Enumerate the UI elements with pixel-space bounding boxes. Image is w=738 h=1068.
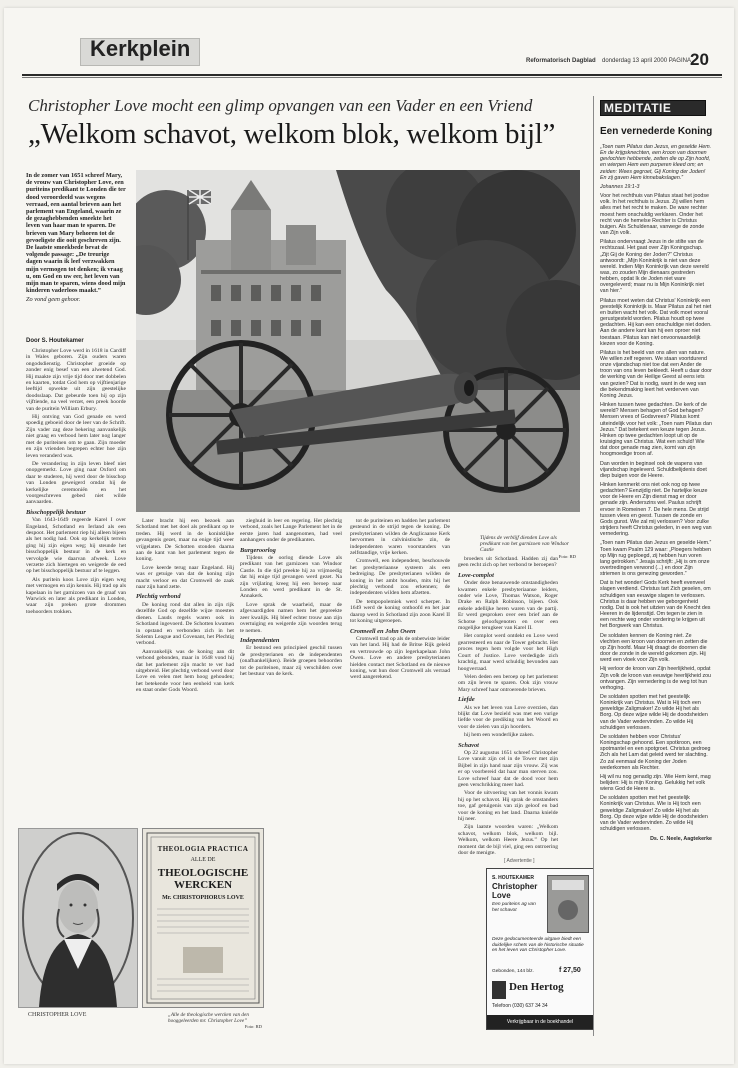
article-column-4 — [350, 518, 450, 1028]
meditatie-paragraph: „Toen nam Pilatus dan Jezus en geselde Hem.” Toen kwam Psalm 129 waar: „Ploegers hebben op Mijn rug geploegd, zij hebben hun voren lang getrokken.” Jesaja schrijft: „Hij is om onze overtredingen verwond (...) en door Zijn striemen is ons genezing geworden.” — [600, 540, 712, 578]
column-divider — [593, 96, 594, 1036]
ad-price-label: Gebonden, 144 blz. — [492, 969, 534, 974]
body-paragraph: Als puritein koos Love zijn eigen weg met vermogen en zijn kennis. Hij trad op als kapelaan in het garnizoen van de graaf van Warwick en later als predikant in Londen, waar zijn preken grote drommen toehoorders trokken. — [26, 576, 126, 615]
body-paragraph: Tijdens de oorlog diende Love als predikant van het garnizoen van Windsor Castle. In die tijd preekte hij zo vrijmoedig dat hij enige tijd gevangen werd gezet. Na zijn vrijlating kreeg hij een beroep naar Londen en werd predikant in de St. Annakerk. — [240, 555, 342, 600]
body-paragraph: Cromwell, een independent, beschouwde het presbyteriaanse systeem als een bedreiging. De presbyterianen wilden de koning in het ambt houden, mits hij het plechtig verbond zou erkennen; de independenten wilden hem afzetten. — [350, 558, 450, 597]
meditatie-paragraph: Hinken tussen twee gedachten. De kerk of de wereld? Mensen behagen of God behagen? Mensen vrees of Godsvrees? Pilatus komt uiteindelijk voor het volk: „Toen nam Pilatus dan Jezus.” Dat betekent een keuze tegen Jezus. Hinken op twee gedachten loopt uit op de kruisiging van Christus. Wat een schuld! Wie dat door genade mag zien, komt van zijn hoogmoedige troon af. — [600, 402, 712, 458]
meditatie-quote: „Toen nam Pilatus dan Jezus, en geselde Hem. En de krijgsknechten, een kroon van doornen gevlochten hebbende, zetten die op Zijn hoofd, en wierpen Hem een purperen kleed om; en zeiden: Wees gegroet, Gij Koning der Joden! En zij gaven Hem kinnebakslagen.” — [600, 144, 712, 181]
article-column-5 — [458, 556, 558, 856]
section-heading: Cromwell en John Owen — [350, 627, 416, 635]
newspaper-page — [4, 8, 734, 1064]
book-ornament — [143, 829, 263, 1007]
meditatie-tag-text: MEDITATIE — [604, 101, 672, 115]
meditatie-reference: Johannes 19:1-3 — [600, 183, 640, 190]
meditatie-paragraph: Dat is het wonder! Gods Kerk heeft evenveel slagen verdiend. Christus tart Zich geselen, om schuldigen van eeuwige slagen te verlossen. Christus is daar hebben we geborgenheid nodig. Dat is ook het uitzien van de Knecht des Heeren in de lijdenstijd. Om tegen te zien in een rechte weg onder vordering te krijgen uit het Borgwerk van Christus. — [600, 580, 711, 630]
column-1-content — [26, 348, 126, 615]
body-paragraph: tot de puriteinen en hadden het parlement gesteund in de strijd tegen de koning. De presbyterianen wilden de Anglicaanse Kerk hervormen in calvinistische zin, de independenten waren voorstanders van zelfstandige, vrije kerken. — [350, 518, 450, 557]
meditatie-paragraph: De soldaten spotten met het geestelijk Koninkrijk van Christus. Wat is Hij toch een geweldige Zaligmaker! Zo wilde Hij het als Borg. Op deze wijze wilde Hij de doodsheiden van de Vader wedervinden. Zo wilde Hij schuldigen verlossen. — [600, 693, 708, 731]
meditatie-paragraph: Voor het rechthuis van Pilatus staat het joodse volk. In het rechthuis is Jezus. Zij willen hem alles met het recht te maken. De ware rechter moest hem onschuldig verklaren. Onder het recht van de hemelse Rechter is Christus buigen. Als Schuldenaar, vanwege de zonde van Zijn volk. — [600, 193, 709, 237]
page-number: 20 — [690, 50, 709, 69]
body-paragraph: Later bracht hij een bezoek aan Schotland met het doel als predikant op te treden. Hij werd in de koninklijke gevangenis gezet, maar na enige tijd weer vrijgelaten. De Schotten stonden daarna aan de kant van het parlement tegen de koning. — [136, 518, 234, 563]
meditatie-signature: Ds. C. Neele, Aagtekerke — [650, 836, 712, 843]
ad-title: Christopher Love — [492, 882, 538, 900]
meditatie-paragraph: Hij wil nu nog genadig zijn. Wie Hem kent, mag belijden: Hij is mijn Koning. Gelukkig het volk wiens God de Heere is. — [600, 773, 711, 793]
book-caption — [168, 1012, 262, 1030]
photo-credit: Foto: RD — [558, 553, 576, 559]
body-paragraph: Cromwell trad op als de onbetwiste leider van het land. Hij had de Britse Rijk geleid en vertrouwde op zijn legerkapelaan John Owen. Love en andere presbyterianen hielden contact met Schotland en de nieuwe koning, wat hun door Cromwell als verraad werd aangerekend. — [350, 635, 450, 681]
section-heading: Schavot — [458, 741, 479, 749]
column-4-content — [350, 518, 450, 681]
issue-date: donderdag 13 april 2000 PAGINA — [602, 58, 691, 64]
ad-availability: Verkrijgbaar in de boekhandel — [487, 1015, 593, 1029]
body-paragraph: De tempopolemiek werd scherper. In 1649 werd de koning onthoofd en het jaar daarop werd in Schotland zijn zoon Karel II tot koning uitgeroepen. — [350, 598, 450, 625]
paper-name: Reformatorisch Dagblad — [526, 58, 596, 64]
body-paragraph: De koning rond dat allen in zijn rijk dezelfde God op dezelfde wijze moesten dienen. Lauds regels waren ook in Schotland ingevoerd. De Schotten kwamen in opstand en verbonden zich in het Solemn League and Covenant, het Plechtig verbond. — [136, 601, 234, 647]
meditatie-paragraph: De soldaten kennen de Koning niet. Ze vlechten een kroon van doornen en zetten die op Zijn hoofd. Maar Hij draagt de doornen die door de zonde in de wereld gekomen zijn. Hij werd een vloek voor Zijn volk. — [600, 632, 708, 664]
header-rule-thin — [22, 77, 722, 78]
body-paragraph: Love sprak de waarheid, maar de afgevaardigden namen hem het gepreekte zeer kwalijk. Hij bleef echter trouw aan zijn overtuiging en weigerde zijn woorden terug te nemen. — [240, 601, 342, 634]
book-caption-text: „Alle de theologische wercken van den hooggeleerden mr. Christopher Love” — [168, 1012, 249, 1024]
section-heading: Plechtig verbond — [136, 593, 181, 601]
portrait-illustration — [19, 829, 137, 1007]
section-heading: Liefde — [458, 696, 475, 704]
body-paragraph: Als we het leven van Love overzien, dan blijkt dat Love bezield was met een vurige liefde voor de prediking van het Woord en voor de zielen van zijn hoorders. — [458, 704, 558, 730]
body-paragraph: Op 22 augustus 1651 schreef Christopher Love vanuit zijn cel in de Tower met zijn Bijbel in zijn hand naar zijn vrouw. Zij was er op voorbereid dat haar man sterven zou. Love schreef haar dat de dood voor hem geen verschrikking meer had. — [458, 749, 558, 788]
book-cover-icon — [548, 876, 588, 932]
meditatie-paragraph: De soldaten spotten met het geestelijk Koninkrijk van Christus. Wie is Hij toch een geweldige Zaligmaker! Zo wilde Hij het als Borg. Op deze wijze wilde Hij de doodsheiden van de Vader wedervinden. Zo wilde Hij schuldigen verlossen. — [600, 795, 708, 833]
article-kicker: Christopher Love mocht een glimp opvangen van een Vader en een Vriend — [28, 96, 533, 115]
section-heading: Love-complot — [458, 571, 494, 579]
column-2-content — [136, 518, 234, 694]
castle-cannon-illustration — [136, 170, 580, 512]
section-heading: Independenten — [240, 636, 280, 644]
publisher-logo-icon — [492, 981, 506, 999]
body-paragraph: Van 1643-1649 regeerde Karel I over Engeland, Schotland en Ierland als een despoot. Het parlement riep hij alleen bijeen als het nodig had. Ook op kerkelijk terrein ging hij zijn eigen weg; hij steunde het bisschoppelijk bestuur in de kerk en vervolgde wie daarvan afweek. Love verzette zich hiertegen en weigerde de eed op het bisschoppelijk bestuur af te leggen. — [26, 517, 126, 575]
meditatie-tag — [600, 100, 706, 116]
intro-text: In de zomer van 1651 schreef Mary, de vrouw van Christopher Love, een puriteins predikant te Londen die ter dood veroordeeld was wegens verraad, een aantal brieven aan het parlement van Engeland, waarin ze de gezaghebbenden smeekte het leven van haar man te sparen. De brieven van Mary behoren tot de gevoeligste die ooit geschreven zijn. De laatste smeekbede bevat de volgende passage: „De treurige dagen waarin ik leef verzwakken mijn vermogen tot denken; ik vraag u, om God en uw eer, het leven van mijn man te sparen, wiens dood mijn kinderen vaderloos maakt.” — [26, 172, 126, 295]
ad-subtitle: Een puriteins ag van het schavot — [492, 902, 536, 913]
article-column-1 — [26, 348, 126, 818]
body-paragraph: broeders uit Schotland. Hadden zij dan geen recht zich op het verbond te beroepen? — [458, 556, 558, 569]
body-paragraph: De verandering in zijn leven bleef niet onopgemerkt. Love ging naar Oxford om daar te studeren, hij werd door de bisschop van Londen geweigerd omdat hij de kerkelijke ceremoniën en het voorgeschreven gebed niet wilde aanvaarden. — [26, 460, 126, 506]
header-rule — [22, 74, 722, 76]
column-3-content — [240, 518, 342, 677]
article-column-2 — [136, 518, 234, 818]
intro-note: Zo vond geen gehoor. — [26, 296, 81, 304]
column-5-content — [458, 556, 558, 856]
section-heading: Burgeroorlog — [240, 546, 276, 554]
book-author: Mr. CHRISTOPHORUS LOVE — [162, 895, 244, 901]
meditatie-paragraph: Hij verloor de kroon van Zijn heerlijkheid, opdat Zijn volk de kroon van eeuwige heerlijkheid zou ontvangen. Zijn vernedering is de weg tot hun verhoging. — [600, 666, 712, 691]
meditatie-paragraph: De soldaten hebben voor Christus' Koningschap gehoond. Een spotkroon, een spotmantel en een spotgroet. Christus gedroeg Zich als het Lam dat geleid werd ter slachting. Zo zal eenmaal de Koning der Joden wederkomen als Rechter. — [600, 733, 711, 771]
meditatie-paragraphs — [600, 193, 712, 832]
article-byline: Door S. Houtekamer — [26, 338, 84, 344]
book-advertisement[interactable] — [486, 868, 594, 1030]
article-headline: „Welkom schavot, welkom blok, welkom bijl” — [28, 118, 556, 150]
page-header — [4, 8, 734, 68]
meditatie-paragraph: Hinken kenmerkt ons niet ook nog op twee gedachten? Eenzijdig niet. De harteljke keuze voor de Heere en Zijn dienst mag er door genade zijn. Anderszins wel. Paulus schrijft ervoer in Romeinen 7. De hele mens. De strijd tussen vlees en geest. Tussen de zonde en Gods gunst. Wie zal mij verlossen? Voor zulke strijders heeft Christus geleden, in een weg van vernedering. — [600, 481, 712, 538]
rubric-title: Kerkplein — [90, 36, 191, 61]
meditatie-paragraph: Pilatus ondervraagt Jezus in de stilte van de rechtszaal. Het gaat over Zijn Koningschap. „Zijt Gij de Koning der Joden?” Christus antwoordt: „Mijn Koninkrijk is niet van deze wereld. Indien Mijn Koninkrijk van deze wereld was, zo zouden Mijn dienaars gestreden hebben, opdat Ik de Joden niet ware overgeleverd; maar nu is Mijn Koninkrijk niet van hier.” — [600, 239, 709, 295]
ad-publisher: Den Hertog — [509, 981, 564, 993]
meditatie-title: Een vernederde Koning — [600, 126, 713, 137]
body-paragraph: Love keerde terug naar Engeland. Hij was er getuige van dat de koning zijn macht verloor en dat Cromwell de zaak naar zijn hand zette. — [136, 564, 234, 591]
body-paragraph: hij hem een wonderlijke zaken. — [464, 732, 535, 739]
ad-author: S. HOUTEKAMER — [492, 875, 534, 881]
book-title-top: THEOLOGIA PRACTICA — [157, 845, 249, 853]
body-paragraph: Onder deze benauwende omstandigheden kwamen enkele presbyteriaanse leiders, onder wie Love, Thomas Watson, Roger Drake en Ralph Robinson, bijeen. Ook enkele adellijke heren waren van de partij. Er werd gesproken over een brief aan de Schotse geloofsgenoten en over een mogelijke terugkeer van Karel II. — [458, 580, 558, 632]
book-credit: Foto: RD — [244, 1024, 262, 1029]
body-paragraph: Hij ontving van God genade en werd spoedig geboeid door de leer van de Schrift. Zijn vader zag deze bekering aanvankelijk niet graag en verbood hem later nog langer met de puriteinen om te gaan. Zijn moeder en zijn vrienden begrepen echter hoe zijn leven veranderd was. — [26, 414, 126, 459]
windsor-castle-photo — [136, 170, 580, 512]
body-paragraph: Christopher Love werd in 1618 in Cardiff in Wales geboren. Zijn ouders waren ongodsdienstig. Christopher groeide op zonder enig besef van een alwetend God. Hij maakte zijn vrije tijd door met dobbelen en kaarten, totdat God hem op vijftienjarige leeftijd opwekte uit zijn geestelijke doodsslaap. Dat gebeurde toen hij op zijn vijftiende, na veel verzet, een preek hoorde van de puritein William Erbury. — [26, 348, 126, 412]
body-paragraph: Velen deden een beroep op het parlement om zijn leven te sparen. Ook zijn vrouw Mary schreef haar ontroerende brieven. — [458, 673, 558, 693]
meditatie-paragraph: Pilatus moet weten dat Christus' Koninkrijk een geestelijk Koninkrijk is. Maar Pilatus zal het niet en buiten wacht het volk. Dat volk moet vooral gerustgesteld worden. Pilatus houdt op twee gedachten. Hij kan een onschuldige niet doden. Aan de andere kant kan hij een oproer niet toestaan. Pilatus kan niet onvoorwaardelijk kiezen voor de Koning. — [600, 297, 712, 347]
photo-caption — [480, 535, 576, 560]
meditatie-paragraph: Dan worden in beginsel ook de wapens van vijandschap ingeleverd. Schuldbelijdenis doet diep buigen voor de Heere. — [600, 460, 707, 479]
ad-book-cover — [547, 875, 589, 933]
book-title-mid: ALLE DE — [190, 857, 216, 863]
section-heading: Bisschoppelijk bestuur — [26, 508, 86, 516]
portrait-caption: CHRISTOPHER LOVE — [28, 1012, 87, 1018]
body-paragraph: Het complot werd ontdekt en Love werd gearresteerd en naar de Tower gebracht. Het proces tegen hem volgde voor het High Court of Justice. Love verdedigde zich krachtig, maar werd schuldig bevonden aan hoogverraad. — [458, 633, 558, 672]
meditatie-paragraph: Pilatus is het beeld van ons allen van nature. We willen zelf regeren. We staan voortdurend onze vijandschap niet toe dat een Ander de troon van ons leven bekleedt. Heeft u daar door de werking van de Heilige Geest al eens iets van gezien? Dat is nodig, want in de weg van die bekendmaking leert het verderven van Koning Jezus. — [600, 349, 712, 399]
body-paragraph: Aanvankelijk was de koning aan dit verbond gebonden, maar in 1648 vond hij dat het parlement zijn macht te ver had uitgebreid. Het plechtig verbond werd door Love en velen met hem hoog gehouden; het betekende voor hen eenheid van kerk en staat onder Gods Woord. — [136, 648, 234, 694]
ad-body: Deze gedocumenteerde uitgave biedt een duidelijke schets van de historische situatie en het leven van Christopher Love. — [492, 937, 584, 954]
ad-price: f 27,50 — [559, 967, 581, 974]
photo-caption-text: Tijdens de verblijf dienden Love als predikant van het garnizoen van Windsor Castle — [480, 535, 569, 554]
ad-label: [ Advertentie ] — [504, 858, 535, 864]
ad-phone: Telefoon (030) 637 34 34 — [492, 1003, 548, 1009]
article-intro — [26, 172, 126, 304]
meditatie-body — [600, 144, 712, 1028]
body-paragraph: Er bestond een principieel geschil tussen de presbyterianen en de independenten (onafhankelijken). Beide groepen behoorden tot de puriteinen, maar zij verschilden over het bestuur van de kerk. — [240, 645, 342, 677]
body-paragraph: zieghuid in leer en regering. Het plechtig verbond, zoals het Lange Parlement het in de eerste jaren had aangenomen, had veel aanhangers onder de predikanten. — [240, 518, 342, 544]
book-title-main: THEOLOGISCHE WERCKEN — [157, 867, 249, 891]
body-paragraph: Voor de uitvoering van het vonnis kwam hij op het schavot. Hij sprak de omstanders toe, gaf getuigenis van zijn geloof en bad voor de koning en het land. Daarna knielde hij neer. — [458, 790, 558, 823]
body-paragraph: Zijn laatste woorden waren: „Welkom schavot, welkom blok, welkom bijl. Welkom, welkom Heere Jezus.” Op het moment dat de bijl viel, ging een ontroering door de menigte. — [458, 824, 558, 856]
christopher-love-portrait — [18, 828, 138, 1008]
book-title-page — [142, 828, 264, 1008]
